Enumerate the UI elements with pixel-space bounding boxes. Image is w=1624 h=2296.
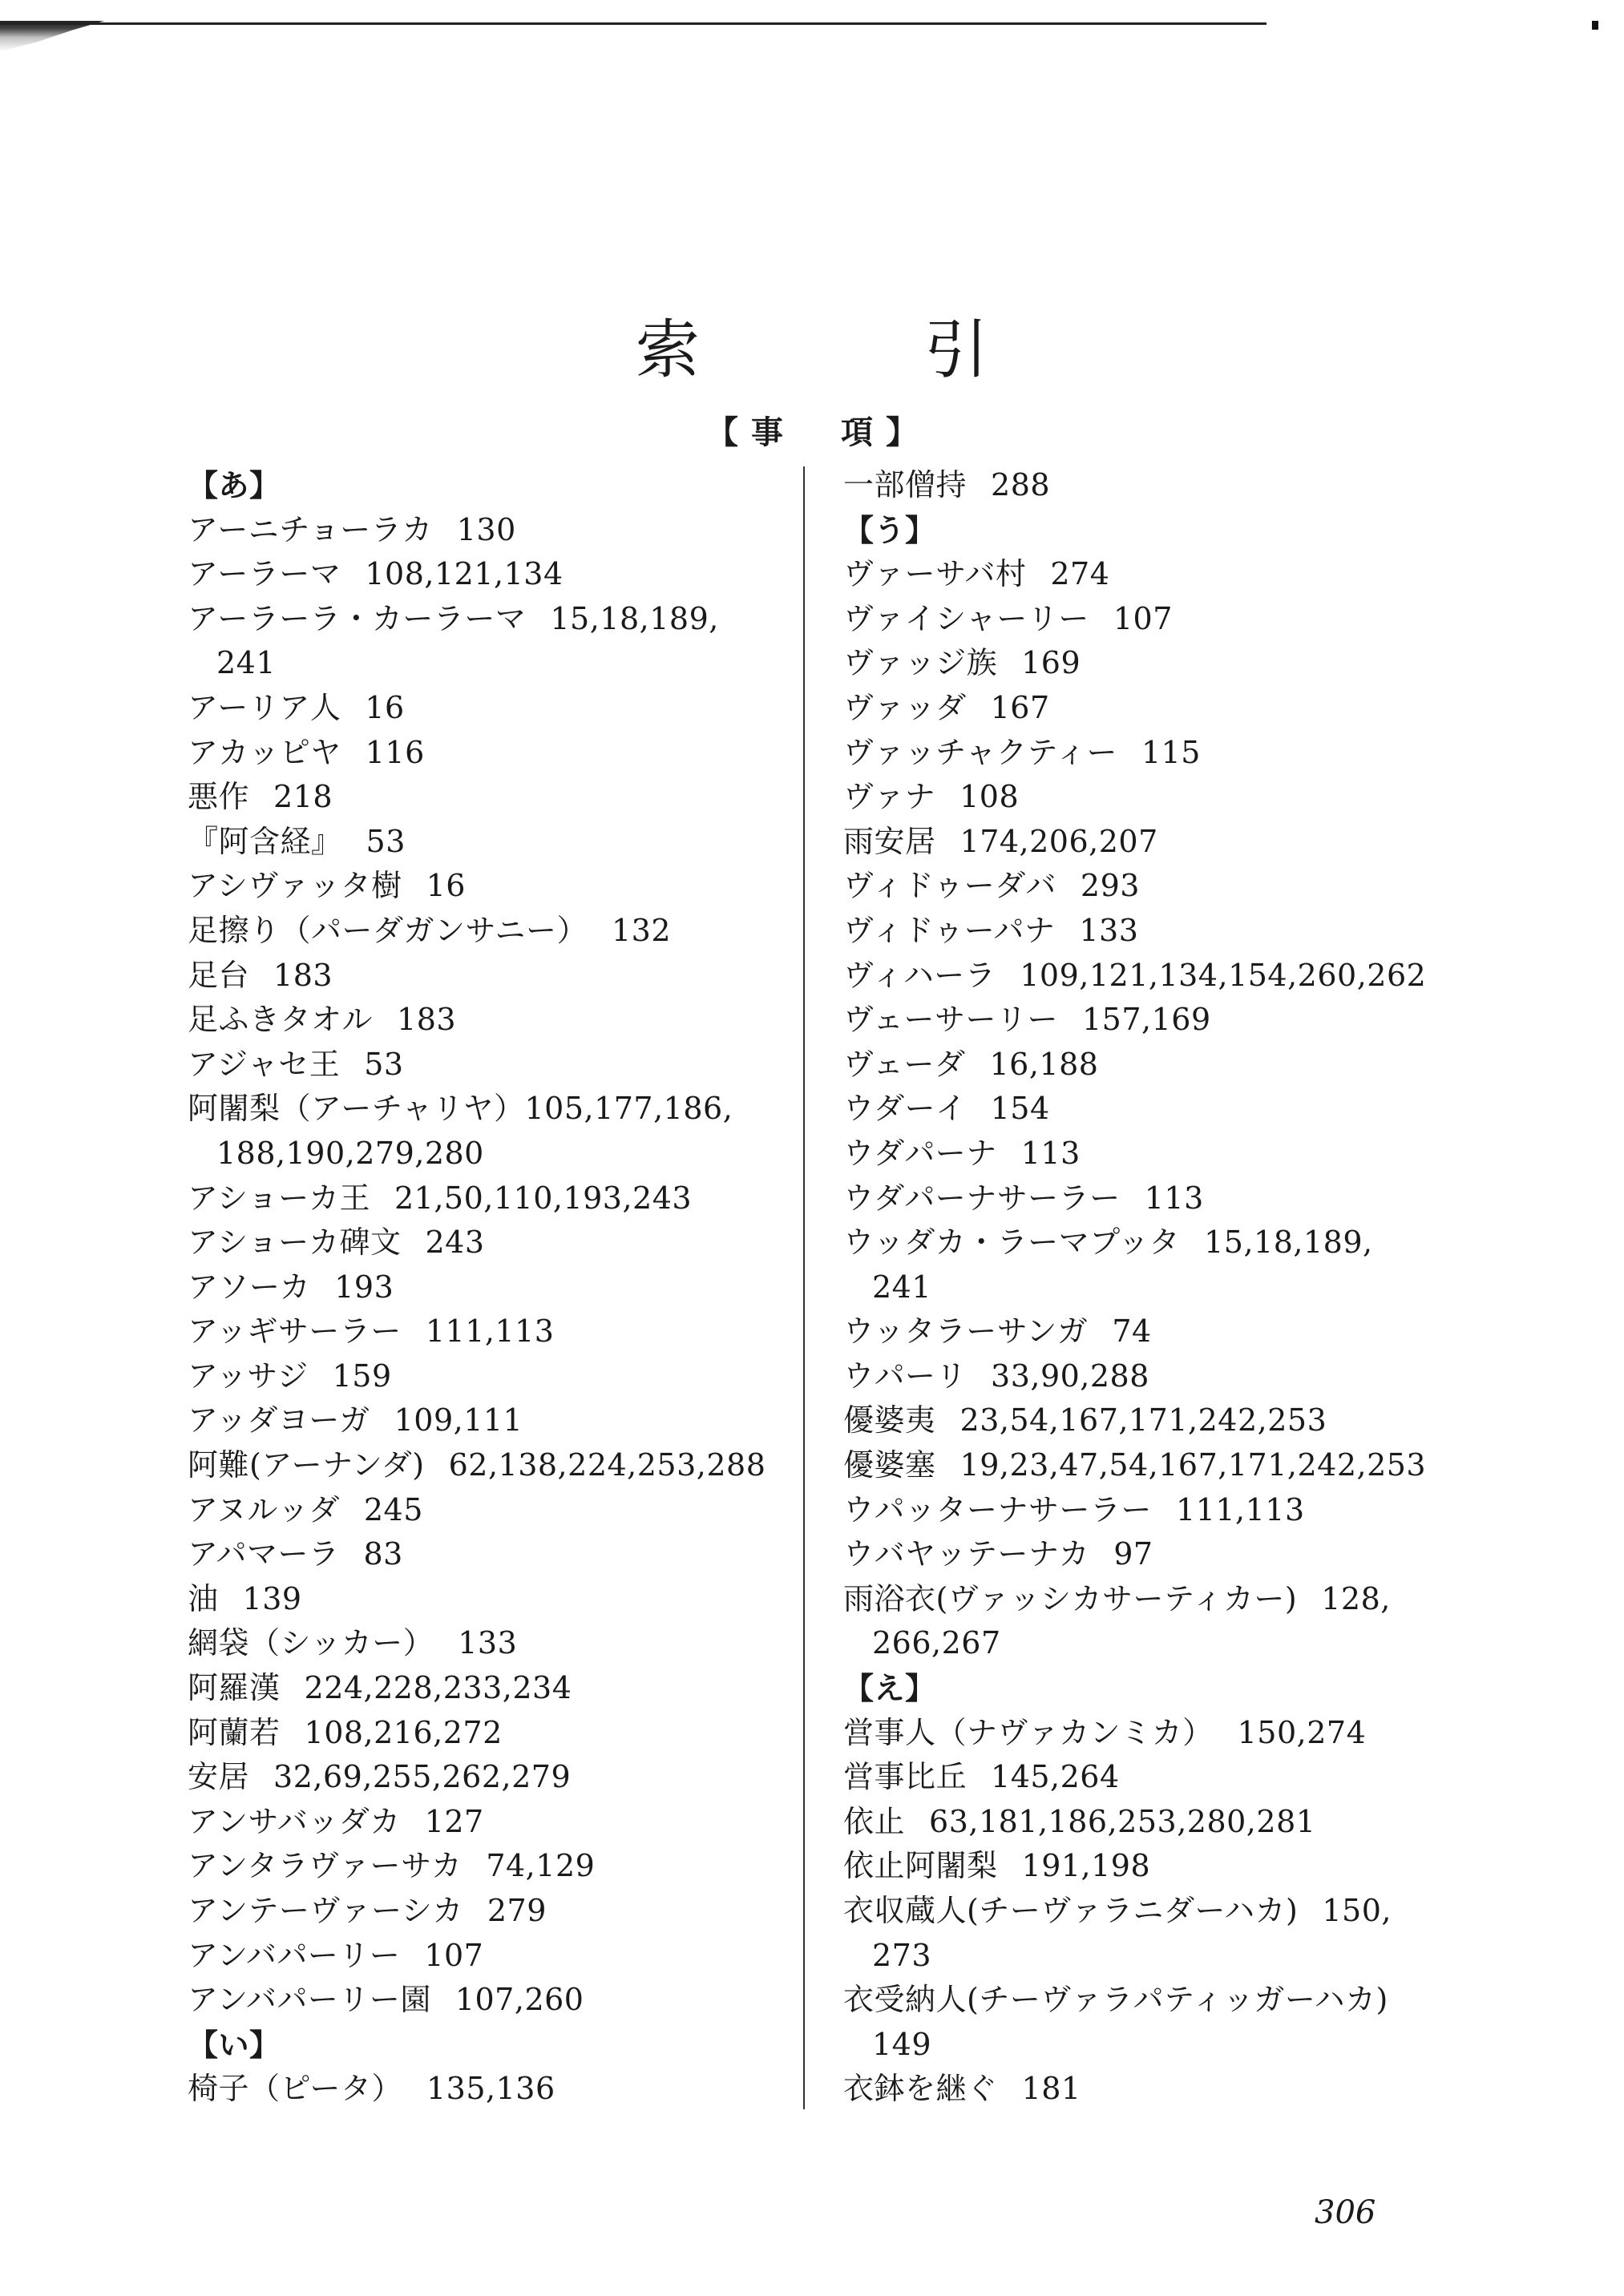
- index-term: 阿蘭若: [188, 1714, 281, 1750]
- index-term: アンバパーリー園: [188, 1982, 431, 2018]
- index-term: 営事人（ナヴァカンミカ）: [843, 1714, 1214, 1750]
- index-letter-heading: [843, 1666, 1452, 1711]
- index-pages: 107,260: [454, 1982, 584, 2018]
- index-term: ウダーイ: [843, 1091, 967, 1127]
- index-entry: [843, 641, 1452, 686]
- index-entry: [188, 1176, 797, 1221]
- index-entry: [843, 864, 1452, 909]
- index-term: 営事比丘: [843, 1759, 968, 1795]
- index-entry: [188, 1043, 797, 1087]
- index-entry: [188, 1755, 797, 1800]
- index-letter-heading: [188, 2023, 797, 2068]
- index-entry: [188, 1443, 797, 1488]
- index-term: ヴィハーラ: [843, 957, 996, 993]
- index-pages: 32,69,255,262,279: [273, 1759, 572, 1795]
- index-entry: [188, 1577, 797, 1622]
- index-entry: [843, 1800, 1452, 1845]
- index-term: ヴィドゥーダバ: [843, 868, 1056, 904]
- index-term: 衣鉢を継ぐ: [843, 2071, 998, 2107]
- index-pages: 108: [959, 779, 1020, 815]
- index-entry: [843, 1443, 1452, 1488]
- index-entry: [188, 1666, 797, 1711]
- index-pages: 127: [424, 1803, 484, 1839]
- index-pages: 83: [363, 1536, 403, 1572]
- index-entry: [188, 597, 797, 642]
- index-entry: [843, 775, 1452, 820]
- index-term: アジャセ王: [188, 1046, 341, 1082]
- index-term: ヴェーダ: [843, 1046, 966, 1082]
- index-term: アッギサーラー: [188, 1313, 402, 1350]
- section-heading: 【事 項】: [706, 414, 931, 451]
- index-pages: 154: [990, 1091, 1050, 1127]
- index-pages: 193: [334, 1269, 394, 1305]
- index-pages: 293: [1080, 868, 1140, 904]
- index-pages: 111,113: [1176, 1491, 1305, 1527]
- index-term: ヴァッジ族: [843, 645, 998, 681]
- index-pages: 169: [1021, 645, 1081, 681]
- index-pages: 183: [397, 1002, 457, 1038]
- index-term: 椅子（ピータ）: [188, 2071, 402, 2107]
- index-term: 【え】: [843, 1670, 936, 1707]
- index-pages: 97: [1113, 1536, 1153, 1572]
- index-term: ウパッターナサーラー: [843, 1491, 1153, 1527]
- index-pages: 74: [1112, 1313, 1152, 1350]
- index-entry: [188, 552, 797, 597]
- index-term: アショーカ碑文: [188, 1225, 402, 1261]
- page-title: 索 引: [636, 312, 1069, 387]
- index-entry: [843, 820, 1452, 865]
- index-column-right: [843, 463, 1452, 2112]
- index-entry: [188, 954, 797, 999]
- index-term: 雨安居: [843, 823, 936, 859]
- index-entry: [188, 1532, 797, 1577]
- index-entry: [843, 1978, 1452, 2023]
- index-entry: [843, 731, 1452, 776]
- index-entry-continuation: [188, 1132, 797, 1176]
- index-letter-heading: [188, 463, 797, 508]
- index-term: 依止: [843, 1803, 906, 1839]
- index-pages: 15,18,189,: [550, 600, 719, 636]
- index-pages: 133: [1079, 912, 1139, 948]
- index-term: 149: [872, 2026, 932, 2062]
- index-letter-heading: [843, 508, 1452, 553]
- index-pages: 181: [1021, 2071, 1081, 2107]
- index-term: 266,267: [872, 1625, 1001, 1661]
- index-entry: [188, 864, 797, 909]
- index-term: ウパーリ: [843, 1358, 968, 1394]
- index-pages: 130: [456, 511, 516, 547]
- index-entry: [188, 731, 797, 776]
- index-pages: 145,264: [991, 1759, 1120, 1795]
- index-entry: [843, 2067, 1452, 2112]
- index-entry: [843, 1577, 1452, 1622]
- index-pages: 132: [611, 912, 672, 948]
- index-entry: [188, 2067, 797, 2112]
- index-entry: [843, 463, 1452, 508]
- index-entry: [188, 686, 797, 731]
- index-pages: 16: [426, 868, 466, 904]
- index-pages: 53: [366, 823, 406, 859]
- index-pages: 174,206,207: [959, 823, 1158, 859]
- index-term: 阿羅漢: [188, 1670, 281, 1706]
- index-pages: 243: [425, 1225, 485, 1261]
- index-term: アッサジ: [188, 1358, 309, 1394]
- index-entry: [188, 508, 797, 553]
- index-term: ヴァッチャクティー: [843, 734, 1117, 770]
- index-pages: 108,121,134: [365, 556, 564, 592]
- index-term: アパマーラ: [188, 1536, 340, 1572]
- index-entry: [188, 1488, 797, 1533]
- index-term: アンテーヴァーシカ: [188, 1893, 463, 1928]
- index-entry: [843, 1043, 1452, 1087]
- index-column-left: [188, 463, 797, 2112]
- index-term: ウバヤッテーナカ: [843, 1536, 1090, 1572]
- index-term: アンタラヴァーサカ: [188, 1848, 463, 1884]
- index-entry: [843, 1354, 1452, 1399]
- index-term: 依止阿闍梨: [843, 1848, 998, 1884]
- index-pages: 21,50,110,193,243: [394, 1180, 693, 1216]
- index-pages: 133: [458, 1625, 518, 1661]
- index-term: ヴァッダ: [843, 689, 967, 725]
- index-term: 油: [188, 1580, 219, 1616]
- index-term: ウッダカ・ラーマプッタ: [843, 1225, 1181, 1261]
- index-entry: [188, 1889, 797, 1934]
- index-entry-continuation: [188, 641, 797, 686]
- index-pages: 16,188: [989, 1046, 1099, 1082]
- index-term: 241: [216, 645, 277, 681]
- index-entry: [843, 1889, 1452, 1934]
- index-entry-continuation: [843, 2023, 1452, 2068]
- index-pages: 128,: [1321, 1580, 1391, 1616]
- index-term: 安居: [188, 1759, 250, 1795]
- index-pages: 19,23,47,54,167,171,242,253: [959, 1447, 1427, 1483]
- index-entry: [188, 1934, 797, 1979]
- index-term: 足ふきタオル: [188, 1002, 374, 1038]
- index-pages: 288: [991, 467, 1051, 502]
- index-pages: 109,111: [394, 1402, 523, 1439]
- index-entry: [188, 820, 797, 865]
- index-term: 足擦り（パーダガンサニー）: [188, 912, 588, 948]
- index-entry: [843, 1087, 1452, 1132]
- index-pages: 279: [487, 1893, 547, 1928]
- column-divider: [803, 466, 805, 2109]
- index-pages: 183: [273, 957, 333, 993]
- index-pages: 74,129: [486, 1848, 596, 1884]
- index-pages: 274: [1050, 556, 1110, 592]
- index-pages: 113: [1020, 1135, 1081, 1171]
- index-term: 188,190,279,280: [216, 1135, 484, 1171]
- index-term: 網袋（シッカー）: [188, 1625, 434, 1661]
- index-entry: [843, 597, 1452, 642]
- index-entry: [843, 1176, 1452, 1221]
- index-entry: [188, 1711, 797, 1756]
- index-pages: 107: [1113, 600, 1173, 636]
- index-pages: 108,216,272: [304, 1714, 503, 1750]
- index-entry: [188, 1354, 797, 1399]
- index-pages: 53: [364, 1046, 404, 1082]
- index-term: アッダヨーガ: [188, 1402, 370, 1439]
- index-entry: [188, 1800, 797, 1845]
- index-entry: [843, 909, 1452, 954]
- index-pages: 15,18,189,: [1204, 1225, 1373, 1261]
- index-pages: 191,198: [1021, 1848, 1151, 1884]
- index-entry: [843, 1221, 1452, 1265]
- index-term: 優婆夷: [843, 1402, 936, 1439]
- index-pages: 167: [990, 689, 1050, 725]
- index-term: アーラーラ・カーラーマ: [188, 600, 527, 636]
- index-term: 阿闍梨（アーチャリヤ）105,177,186,: [188, 1091, 733, 1127]
- index-entry: [843, 1488, 1452, 1533]
- index-pages: 113: [1144, 1180, 1204, 1216]
- index-entry: [188, 1621, 797, 1666]
- index-pages: 16: [365, 689, 405, 725]
- index-term: アーニチョーラカ: [188, 511, 433, 547]
- index-entry: [843, 1755, 1452, 1800]
- index-pages: 135,136: [426, 2071, 555, 2107]
- index-pages: 218: [273, 779, 333, 815]
- index-pages: 109,121,134,154,260,262: [1020, 957, 1427, 993]
- index-pages: 62,138,224,253,288: [448, 1447, 766, 1483]
- index-term: ウダパーナサーラー: [843, 1180, 1121, 1216]
- index-pages: 159: [332, 1358, 392, 1394]
- index-pages: 33,90,288: [991, 1358, 1149, 1394]
- index-pages: 245: [363, 1491, 423, 1527]
- index-term: アカッピヤ: [188, 734, 341, 770]
- index-term: アシヴァッタ樹: [188, 868, 402, 904]
- index-pages: 23,54,167,171,242,253: [959, 1402, 1327, 1439]
- index-pages: 111,113: [425, 1313, 555, 1350]
- corner-mark: [1592, 21, 1598, 30]
- index-term: 衣収蔵人(チーヴァラニダーハカ): [843, 1893, 1299, 1928]
- index-entry: [843, 1532, 1452, 1577]
- index-term: 足台: [188, 957, 250, 993]
- index-entry: [843, 686, 1452, 731]
- index-entry: [188, 775, 797, 820]
- index-entry: [843, 1711, 1452, 1756]
- index-entry: [188, 1309, 797, 1354]
- top-rule: [0, 22, 1266, 25]
- index-entry: [188, 998, 797, 1043]
- index-term: 【う】: [843, 511, 936, 548]
- index-entry: [188, 1265, 797, 1310]
- index-pages: 157,169: [1081, 1002, 1211, 1038]
- index-term: アソーカ: [188, 1269, 311, 1305]
- index-entry: [188, 1398, 797, 1443]
- index-term: 阿難(アーナンダ): [188, 1447, 425, 1483]
- index-entry: [843, 552, 1452, 597]
- index-pages: 115: [1141, 734, 1201, 770]
- page-number: 306: [1315, 2194, 1376, 2231]
- index-entry: [188, 1221, 797, 1265]
- index-term: アンサバッダカ: [188, 1803, 401, 1839]
- index-entry: [843, 1398, 1452, 1443]
- index-entry: [843, 1132, 1452, 1176]
- index-entry: [188, 1844, 797, 1889]
- index-entry: [188, 1978, 797, 2023]
- index-entry: [188, 909, 797, 954]
- index-term: アーリア人: [188, 689, 341, 725]
- index-entry: [843, 1309, 1452, 1354]
- index-term: 『阿含経』: [188, 823, 342, 859]
- index-term: 273: [872, 1937, 932, 1973]
- index-term: ヴァナ: [843, 779, 936, 815]
- index-term: 衣受納人(チーヴァラパティッガーハカ): [843, 1982, 1388, 2018]
- index-entry: [188, 1087, 797, 1132]
- index-term: アンバパーリー: [188, 1937, 401, 1973]
- index-entry-continuation: [843, 1265, 1452, 1310]
- scan-artifact: [0, 21, 104, 51]
- index-entry: [843, 954, 1452, 999]
- index-term: アショーカ王: [188, 1180, 370, 1216]
- index-term: 優婆塞: [843, 1447, 936, 1483]
- index-term: 雨浴衣(ヴァッシカサーティカー): [843, 1580, 1298, 1616]
- index-pages: 63,181,186,253,280,281: [929, 1803, 1316, 1839]
- index-pages: 224,228,233,234: [304, 1670, 572, 1706]
- index-pages: 139: [242, 1580, 302, 1616]
- index-term: 【あ】: [188, 467, 281, 503]
- index-pages: 150,: [1322, 1893, 1392, 1928]
- index-term: 悪作: [188, 779, 250, 815]
- index-pages: 107: [424, 1937, 484, 1973]
- index-term: ヴィドゥーパナ: [843, 912, 1056, 948]
- index-entry-continuation: [843, 1934, 1452, 1979]
- index-entry: [843, 998, 1452, 1043]
- index-term: ウダパーナ: [843, 1135, 997, 1171]
- index-term: アーラーマ: [188, 556, 341, 592]
- index-entry-continuation: [843, 1621, 1452, 1666]
- index-entry: [843, 1844, 1452, 1889]
- index-pages: 116: [365, 734, 425, 770]
- index-term: ヴェーサーリー: [843, 1002, 1058, 1038]
- index-term: ウッタラーサンガ: [843, 1313, 1089, 1350]
- index-term: ヴァイシャーリー: [843, 600, 1089, 636]
- index-term: ヴァーサバ村: [843, 556, 1027, 592]
- index-term: 【い】: [188, 2026, 281, 2063]
- index-pages: 150,274: [1237, 1714, 1367, 1750]
- index-term: 241: [872, 1269, 932, 1305]
- index-term: アヌルッダ: [188, 1491, 340, 1527]
- index-term: 一部僧持: [843, 467, 968, 502]
